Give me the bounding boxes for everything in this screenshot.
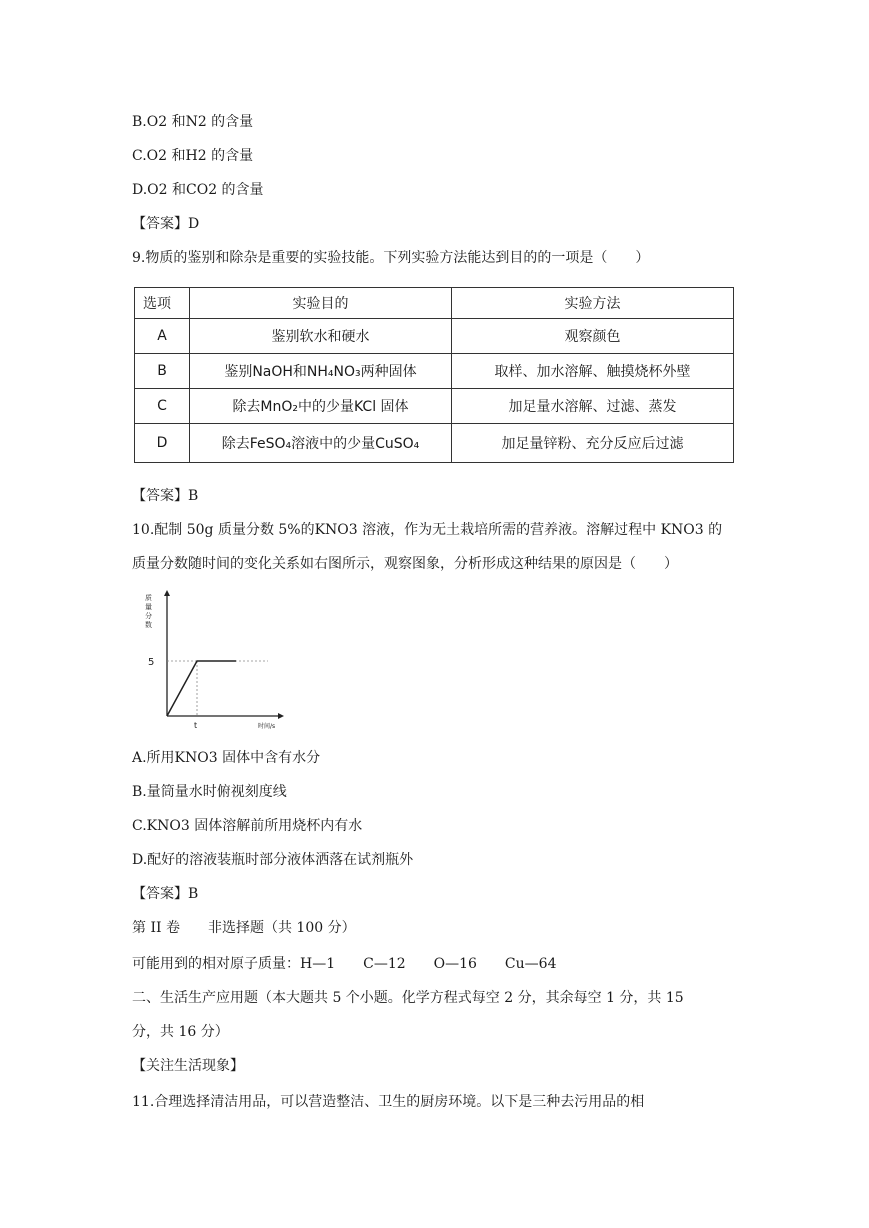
- row-purpose: 除去MnO₂中的少量KCl 固体: [190, 389, 452, 424]
- q10-stem-line2: 质量分数随时间的变化关系如右图所示，观察图象，分析形成这种结果的原因是（ ）: [132, 556, 678, 572]
- series-line: [167, 661, 236, 716]
- y-axis-arrow: [164, 590, 170, 596]
- atomic-mass-line: 可能用到的相对原子质量：H—1 C—12 O—16 Cu—64: [132, 956, 557, 972]
- y-tick-label: 5: [148, 657, 155, 668]
- q9-stem: 9.物质的鉴别和除杂是重要的实验技能。下列实验方法能达到目的的一项是（ ）: [132, 250, 650, 266]
- x-tick-label: t: [194, 721, 198, 730]
- section-heading-line1: 二、生活生产应用题（本大题共 5 个小题。化学方程式每空 2 分，其余每空 1 分，共 15: [132, 990, 684, 1006]
- table-row: [135, 354, 734, 389]
- row-method: 取样、加水溶解、触摸烧杯外壁: [452, 354, 734, 389]
- q10-option-d: D.配好的溶液装瓶时部分液体洒落在试剂瓶外: [132, 852, 414, 868]
- q10-chart: [140, 588, 290, 736]
- q10-stem-line1: 10.配制 50g 质量分数 5%的KNO3 溶液，作为无土栽培所需的营养液。溶解过程中 KNO3 的: [132, 522, 723, 538]
- table-row: [135, 424, 734, 463]
- header-method: 实验方法: [452, 288, 734, 319]
- q10-option-a: A.所用KNO3 固体中含有水分: [132, 750, 321, 766]
- row-option: D: [135, 424, 190, 463]
- topic-heading: 【关注生活现象】: [132, 1058, 244, 1074]
- q8-answer: 【答案】D: [132, 216, 200, 232]
- header-option: 选项: [135, 288, 190, 319]
- x-axis-label: 时间/s: [258, 723, 276, 730]
- y-axis-label-char: 量: [145, 603, 152, 611]
- row-purpose: 除去FeSO₄溶液中的少量CuSO₄: [190, 424, 452, 463]
- x-axis-arrow: [278, 713, 284, 719]
- row-method: 加足量水溶解、过滤、蒸发: [452, 389, 734, 424]
- y-axis-label-char: 质: [145, 594, 152, 602]
- q10-answer: 【答案】B: [132, 886, 199, 902]
- q10-option-c: C.KNO3 固体溶解前所用烧杯内有水: [132, 818, 363, 834]
- y-axis-label-char: 分: [145, 612, 152, 620]
- row-option: A: [135, 319, 190, 354]
- section-heading-line2: 分，共 16 分）: [132, 1024, 229, 1040]
- table-row: [135, 319, 734, 354]
- row-purpose: 鉴别NaOH和NH₄NO₃两种固体: [190, 354, 452, 389]
- y-axis-label-char: 数: [145, 621, 152, 629]
- table-header-row: [135, 288, 734, 319]
- q11-stem: 11.合理选择清洁用品，可以营造整洁、卫生的厨房环境。以下是三种去污用品的相: [132, 1094, 645, 1110]
- q8-option-d: D.O2 和CO2 的含量: [132, 182, 264, 198]
- row-method: 加足量锌粉、充分反应后过滤: [452, 424, 734, 463]
- q8-option-c: C.O2 和H2 的含量: [132, 148, 254, 164]
- q9-answer: 【答案】B: [132, 488, 199, 504]
- q9-table: [134, 287, 734, 463]
- part2-title: 第 II 卷 非选择题（共 100 分）: [132, 920, 356, 936]
- table-row: [135, 389, 734, 424]
- row-option: B: [135, 354, 190, 389]
- row-purpose: 鉴别软水和硬水: [190, 319, 452, 354]
- row-method: 观察颜色: [452, 319, 734, 354]
- header-purpose: 实验目的: [190, 288, 452, 319]
- q10-option-b: B.量筒量水时俯视刻度线: [132, 784, 287, 800]
- q8-option-b: B.O2 和N2 的含量: [132, 114, 254, 130]
- row-option: C: [135, 389, 190, 424]
